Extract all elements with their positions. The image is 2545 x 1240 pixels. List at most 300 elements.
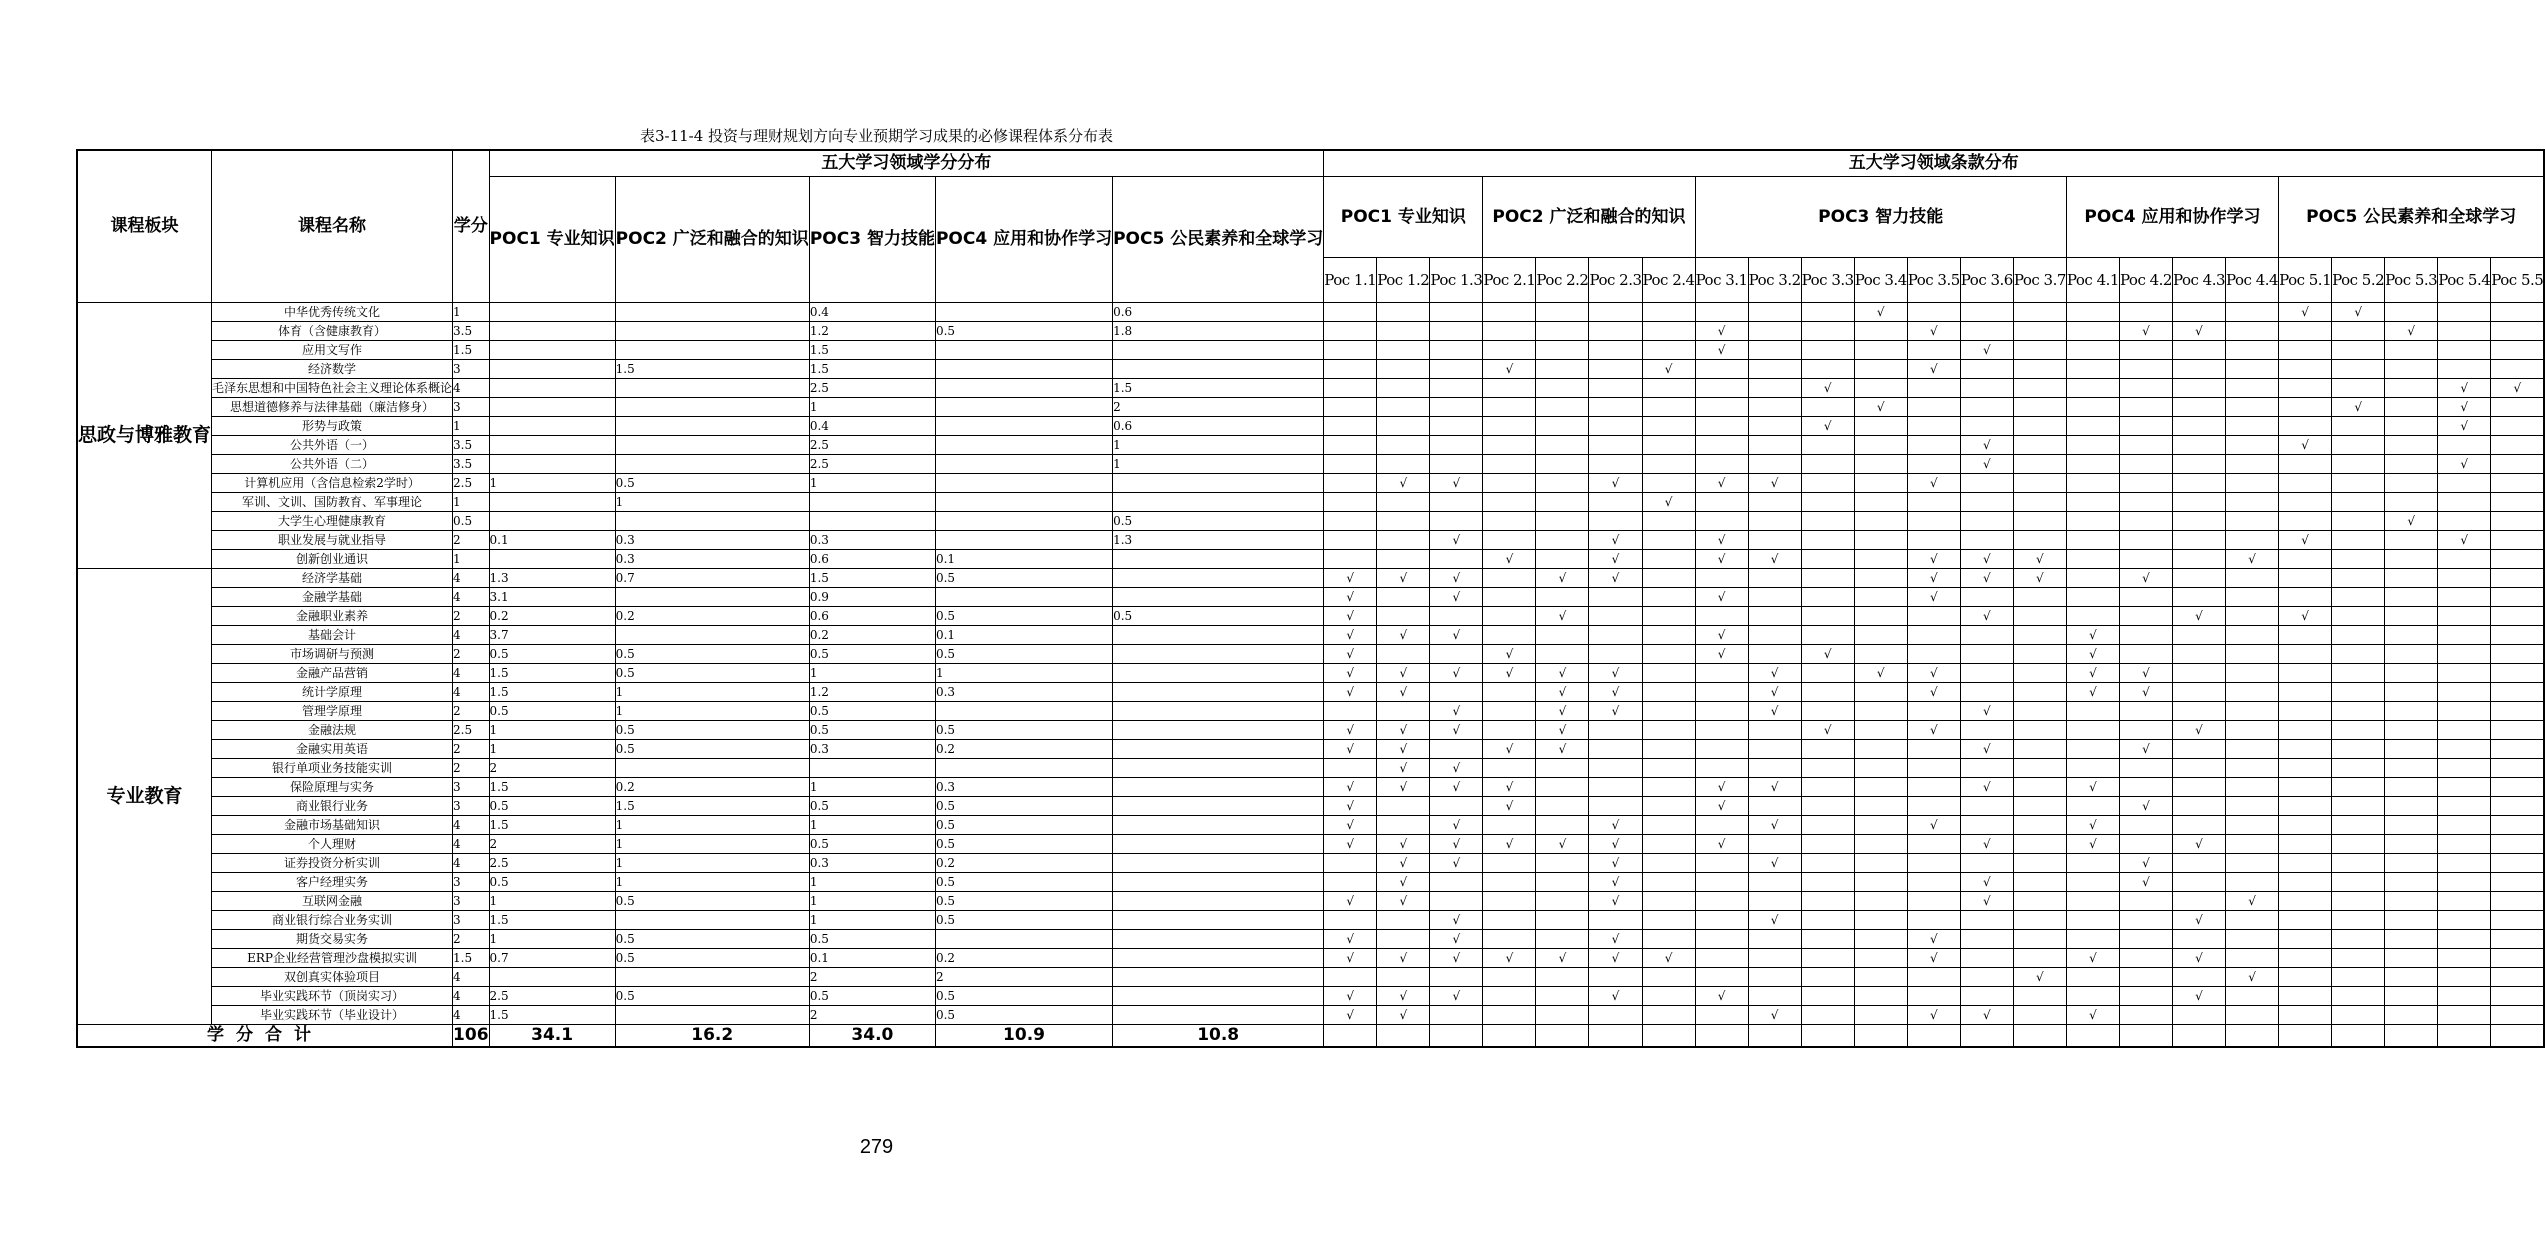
empty-cell [1748,987,1801,1006]
empty-cell [2438,968,2491,987]
empty-cell [2013,854,2066,873]
empty-cell [1748,892,1801,911]
empty-cell [1801,930,1854,949]
empty-cell [1589,341,1642,360]
empty-cell [1483,968,1536,987]
empty-cell [1960,759,2013,778]
empty-cell [2279,683,2332,702]
poc3-credit-cell: 1.5 [809,360,935,379]
empty-cell [1430,455,1483,474]
empty-cell [1377,797,1430,816]
empty-cell [1536,645,1589,664]
empty-cell [2172,816,2225,835]
poc3-credit-cell: 2.5 [809,436,935,455]
empty-cell [2385,645,2438,664]
empty-cell [1377,531,1430,550]
empty-cell [2332,569,2385,588]
poc4-credit-cell: 0.5 [935,569,1112,588]
empty-cell [1960,854,2013,873]
poc5-credit-cell [1113,474,1324,493]
check-mark: √ [1695,835,1748,854]
empty-cell [2491,569,2545,588]
course-credits: 4 [453,968,490,987]
empty-cell [1430,740,1483,759]
empty-cell [1589,740,1642,759]
poc3-credit-cell: 0.5 [809,702,935,721]
empty-cell [1536,892,1589,911]
empty-cell [1695,664,1748,683]
empty-cell [1642,474,1695,493]
check-mark: √ [1324,778,1377,797]
empty-cell [2066,398,2119,417]
empty-cell [1483,512,1536,531]
empty-cell [1907,626,1960,645]
check-mark: √ [1960,740,2013,759]
empty-cell [1695,683,1748,702]
check-mark: √ [1960,550,2013,569]
empty-cell [1589,1025,1642,1048]
empty-cell [2119,987,2172,1006]
header-subcol: Poc 1.1 [1324,258,1377,303]
empty-cell [2385,721,2438,740]
empty-cell [1483,721,1536,740]
empty-cell [2226,873,2279,892]
check-mark: √ [1695,797,1748,816]
empty-cell [1377,550,1430,569]
check-mark: √ [1695,474,1748,493]
empty-cell [2438,493,2491,512]
poc2-credit-cell: 1.5 [615,797,809,816]
empty-cell [1748,759,1801,778]
course-credits: 1 [453,493,490,512]
empty-cell [1642,683,1695,702]
check-mark: √ [1324,607,1377,626]
poc2-credit-cell [615,455,809,474]
empty-cell [2013,360,2066,379]
empty-cell [2172,341,2225,360]
empty-cell [1854,569,1907,588]
poc5-credit-cell [1113,569,1324,588]
empty-cell [1801,493,1854,512]
check-mark: √ [1695,626,1748,645]
poc1-credit-cell [489,493,615,512]
empty-cell [2332,626,2385,645]
empty-cell [1536,968,1589,987]
empty-cell [1801,835,1854,854]
empty-cell [1748,721,1801,740]
check-mark: √ [1748,854,1801,873]
empty-cell [2066,588,2119,607]
empty-cell [2385,987,2438,1006]
check-mark: √ [1960,341,2013,360]
empty-cell [1377,607,1430,626]
empty-cell [2279,911,2332,930]
check-mark: √ [1536,569,1589,588]
empty-cell [1377,417,1430,436]
course-name: ERP企业经营管理沙盘模拟实训 [212,949,453,968]
course-credits: 4 [453,835,490,854]
empty-cell [1960,398,2013,417]
poc3-credit-cell: 0.5 [809,930,935,949]
poc2-credit-cell: 0.5 [615,664,809,683]
check-mark: √ [1324,816,1377,835]
check-mark: √ [2438,417,2491,436]
poc5-credit-cell: 1.8 [1113,322,1324,341]
course-name: 商业银行综合业务实训 [212,911,453,930]
empty-cell [2491,664,2545,683]
table-row [77,588,2544,607]
empty-cell [1642,417,1695,436]
course-name: 中华优秀传统文化 [212,303,453,322]
poc3-credit-cell [809,493,935,512]
empty-cell [1801,911,1854,930]
empty-cell [1695,493,1748,512]
empty-cell [2279,968,2332,987]
empty-cell [1695,930,1748,949]
empty-cell [2438,987,2491,1006]
empty-cell [1324,968,1377,987]
table-row [77,892,2544,911]
check-mark: √ [2332,398,2385,417]
check-mark: √ [1589,854,1642,873]
empty-cell [2119,341,2172,360]
empty-cell [1960,360,2013,379]
check-mark: √ [1536,835,1589,854]
empty-cell [1536,493,1589,512]
poc2-credit-cell [615,303,809,322]
empty-cell [1854,379,1907,398]
poc1-credit-cell: 0.5 [489,797,615,816]
table-row [77,778,2544,797]
header-poc5-clause: POC5 公民素养和全球学习 [2279,177,2545,258]
empty-cell [1642,398,1695,417]
empty-cell [2119,721,2172,740]
check-mark: √ [1430,569,1483,588]
empty-cell [1695,759,1748,778]
empty-cell [2491,436,2545,455]
poc2-credit-cell: 1 [615,683,809,702]
empty-cell [2491,455,2545,474]
table-row [77,455,2544,474]
empty-cell [1430,417,1483,436]
empty-cell [1801,778,1854,797]
empty-cell [1377,1025,1430,1048]
poc3-credit-cell [809,759,935,778]
empty-cell [1801,740,1854,759]
empty-cell [2491,778,2545,797]
table-row [77,873,2544,892]
empty-cell [1430,493,1483,512]
check-mark: √ [1377,683,1430,702]
empty-cell [1324,512,1377,531]
course-credits: 2 [453,759,490,778]
empty-cell [1324,417,1377,436]
empty-cell [2119,588,2172,607]
page-number: 279 [859,1136,894,1158]
empty-cell [1430,683,1483,702]
empty-cell [2226,303,2279,322]
check-mark: √ [1324,588,1377,607]
empty-cell [2119,379,2172,398]
empty-cell [2332,1006,2385,1025]
empty-cell [2226,417,2279,436]
empty-cell [2226,341,2279,360]
empty-cell [2013,455,2066,474]
empty-cell [1960,664,2013,683]
empty-cell [2385,626,2438,645]
header-subcol: Poc 5.2 [2332,258,2385,303]
header-credit-distribution: 五大学习领域学分分布 [489,150,1324,177]
empty-cell [2332,531,2385,550]
check-mark: √ [1536,664,1589,683]
empty-cell [1907,1025,1960,1048]
header-subcol: Poc 3.1 [1695,258,1748,303]
empty-cell [1589,607,1642,626]
poc4-credit-cell [935,588,1112,607]
check-mark: √ [2066,683,2119,702]
empty-cell [2119,436,2172,455]
empty-cell [1854,778,1907,797]
check-mark: √ [1801,645,1854,664]
poc4-credit-cell [935,474,1112,493]
course-credits: 3 [453,360,490,379]
empty-cell [1589,417,1642,436]
check-mark: √ [1589,835,1642,854]
poc2-credit-cell [615,417,809,436]
empty-cell [1695,607,1748,626]
empty-cell [2491,1025,2545,1048]
empty-cell [2438,303,2491,322]
poc1-credit-cell [489,360,615,379]
empty-cell [2438,645,2491,664]
header-subcol: Poc 1.2 [1377,258,1430,303]
empty-cell [2279,854,2332,873]
check-mark: √ [1695,778,1748,797]
poc3-credit-cell: 2 [809,968,935,987]
empty-cell [2013,930,2066,949]
empty-cell [1377,436,1430,455]
empty-cell [2438,1006,2491,1025]
empty-cell [2119,303,2172,322]
empty-cell [1907,398,1960,417]
empty-cell [2172,417,2225,436]
empty-cell [1589,493,1642,512]
poc2-credit-cell [615,626,809,645]
empty-cell [1642,759,1695,778]
poc4-credit-cell [935,379,1112,398]
poc1-credit-cell [489,379,615,398]
empty-cell [1324,759,1377,778]
empty-cell [1589,911,1642,930]
poc3-credit-cell: 0.2 [809,626,935,645]
empty-cell [2226,1025,2279,1048]
empty-cell [1854,1025,1907,1048]
poc1-credit-cell [489,303,615,322]
empty-cell [2491,588,2545,607]
poc3-credit-cell: 0.3 [809,740,935,759]
course-credits: 2.5 [453,474,490,493]
empty-cell [1430,360,1483,379]
empty-cell [2226,949,2279,968]
check-mark: √ [1960,607,2013,626]
check-mark: √ [1377,778,1430,797]
check-mark: √ [1854,664,1907,683]
empty-cell [2279,664,2332,683]
check-mark: √ [1483,835,1536,854]
course-name: 军训、文训、国防教育、军事理论 [212,493,453,512]
course-name: 经济数学 [212,360,453,379]
empty-cell [1801,550,1854,569]
empty-cell [2279,1006,2332,1025]
empty-cell [1377,968,1430,987]
poc1-credit-cell [489,436,615,455]
empty-cell [1642,721,1695,740]
check-mark: √ [1430,911,1483,930]
empty-cell [2438,854,2491,873]
empty-cell [1801,854,1854,873]
empty-cell [2332,797,2385,816]
course-block-label: 思政与博雅教育 [77,303,212,569]
header-subcol: Poc 5.4 [2438,258,2491,303]
check-mark: √ [2066,664,2119,683]
empty-cell [1801,987,1854,1006]
poc5-credit-cell [1113,816,1324,835]
check-mark: √ [1695,531,1748,550]
empty-cell [2013,379,2066,398]
empty-cell [1801,683,1854,702]
check-mark: √ [2332,303,2385,322]
empty-cell [2438,588,2491,607]
empty-cell [1377,379,1430,398]
empty-cell [2332,683,2385,702]
poc5-credit-cell: 0.6 [1113,303,1324,322]
empty-cell [1377,493,1430,512]
check-mark: √ [1536,702,1589,721]
empty-cell [1483,436,1536,455]
header-subcol: Poc 2.3 [1589,258,1642,303]
empty-cell [2226,721,2279,740]
empty-cell [2172,854,2225,873]
empty-cell [2491,531,2545,550]
empty-cell [2119,512,2172,531]
totals-poc5: 10.8 [1113,1025,1324,1048]
course-name: 金融学基础 [212,588,453,607]
empty-cell [1483,379,1536,398]
course-name: 基础会计 [212,626,453,645]
empty-cell [2491,911,2545,930]
check-mark: √ [2438,398,2491,417]
empty-cell [2119,417,2172,436]
check-mark: √ [1801,379,1854,398]
empty-cell [2491,759,2545,778]
empty-cell [2013,322,2066,341]
empty-cell [2226,512,2279,531]
empty-cell [2119,759,2172,778]
header-subcol: Poc 1.3 [1430,258,1483,303]
empty-cell [2332,873,2385,892]
empty-cell [2279,417,2332,436]
empty-cell [2172,1025,2225,1048]
table-row [77,607,2544,626]
empty-cell [2119,398,2172,417]
poc3-credit-cell: 1 [809,778,935,797]
empty-cell [2332,911,2385,930]
empty-cell [2119,645,2172,664]
empty-cell [2013,341,2066,360]
poc2-credit-cell: 1 [615,702,809,721]
poc1-credit-cell: 1.5 [489,816,615,835]
header-subcol: Poc 4.1 [2066,258,2119,303]
empty-cell [1589,626,1642,645]
empty-cell [2066,968,2119,987]
empty-cell [1324,341,1377,360]
check-mark: √ [1960,569,2013,588]
empty-cell [1589,778,1642,797]
check-mark: √ [1377,1006,1430,1025]
empty-cell [2491,702,2545,721]
poc1-credit-cell: 1 [489,474,615,493]
empty-cell [1801,626,1854,645]
empty-cell [2385,607,2438,626]
course-name: 计算机应用（含信息检索2学时） [212,474,453,493]
empty-cell [2385,854,2438,873]
empty-cell [1748,455,1801,474]
check-mark: √ [1324,930,1377,949]
empty-cell [1907,341,1960,360]
empty-cell [2279,588,2332,607]
poc5-credit-cell [1113,664,1324,683]
empty-cell [1907,892,1960,911]
check-mark: √ [1324,835,1377,854]
empty-cell [2279,721,2332,740]
header-subcol: Poc 3.7 [2013,258,2066,303]
header-poc2-clause: POC2 广泛和融合的知识 [1483,177,1695,258]
empty-cell [2279,759,2332,778]
empty-cell [1801,455,1854,474]
empty-cell [1377,360,1430,379]
check-mark: √ [2119,797,2172,816]
poc3-credit-cell: 1.5 [809,341,935,360]
empty-cell [1377,702,1430,721]
table-row [77,417,2544,436]
check-mark: √ [2066,778,2119,797]
empty-cell [1907,645,1960,664]
empty-cell [2385,778,2438,797]
empty-cell [1589,512,1642,531]
table-row [77,797,2544,816]
check-mark: √ [1483,797,1536,816]
empty-cell [1748,968,1801,987]
empty-cell [1960,322,2013,341]
check-mark: √ [1377,569,1430,588]
empty-cell [1907,607,1960,626]
empty-cell [2226,360,2279,379]
empty-cell [2385,474,2438,493]
empty-cell [2013,778,2066,797]
empty-cell [2226,683,2279,702]
course-credits: 2 [453,702,490,721]
check-mark: √ [1430,626,1483,645]
empty-cell [1642,531,1695,550]
empty-cell [2385,835,2438,854]
poc2-credit-cell: 1 [615,854,809,873]
poc1-credit-cell: 0.5 [489,645,615,664]
empty-cell [1430,398,1483,417]
course-name: 思想道德修养与法律基础（廉洁修身） [212,398,453,417]
poc5-credit-cell [1113,588,1324,607]
empty-cell [1748,588,1801,607]
check-mark: √ [2172,949,2225,968]
